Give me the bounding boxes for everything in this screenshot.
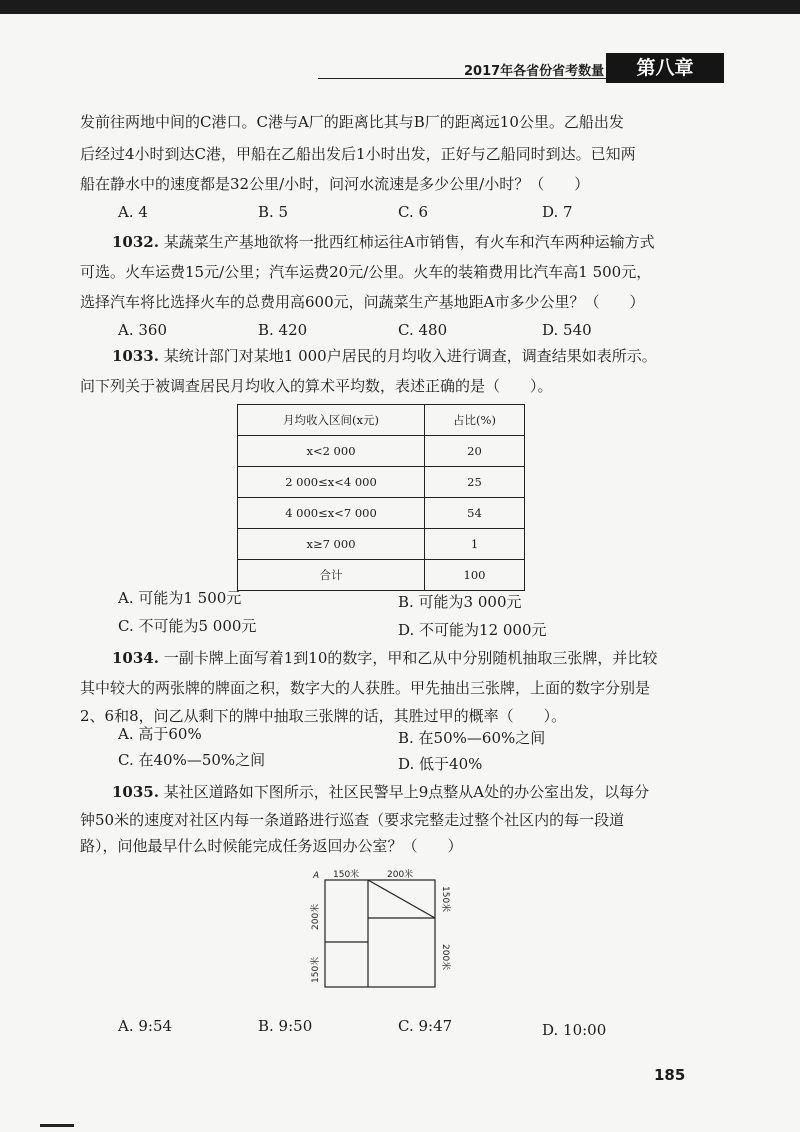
option-d: D. 7	[542, 203, 573, 221]
road-outer-boundary	[325, 880, 435, 987]
option-b: B. 5	[258, 203, 289, 221]
right-upper-length: 150米	[440, 886, 450, 913]
left-lower-length: 150米	[311, 956, 321, 983]
table-cell: 1	[425, 529, 525, 560]
question-number: 1035.	[112, 783, 159, 801]
point-a-label: A	[313, 871, 320, 881]
option-a: A. 4	[118, 203, 148, 221]
q1035-line: 钟50米的速度对社区内每一条道路进行巡查（要求完整走过整个社区内的每一段道	[80, 811, 625, 829]
road-diagram	[305, 868, 465, 1002]
option-d: D. 低于40%	[398, 755, 483, 773]
option-c: C. 480	[398, 321, 448, 339]
top-left-length: 150米	[333, 870, 360, 880]
table-cell: 100	[425, 560, 525, 591]
table-cell: x<2 000	[238, 436, 425, 467]
table-cell: x≥7 000	[238, 529, 425, 560]
header-title: 2017年各省份省考数量	[464, 64, 605, 79]
option-b: B. 420	[258, 321, 308, 339]
page-number: 185	[654, 1066, 686, 1084]
option-b: B. 在50%—60%之间	[398, 729, 546, 747]
q1033-line: 问下列关于被调查居民月均收入的算术平均数，表述正确的是（ ）。	[80, 377, 553, 395]
bottom-edge-mark	[40, 1124, 74, 1127]
table-row	[238, 529, 525, 560]
q1031-line: 发前往两地中间的C港口。C港与A厂的距离比其与B厂的距离远10公里。乙船出发	[80, 113, 624, 131]
q1032-line: 可选。火车运费15元/公里；汽车运费20元/公里。火车的装箱费用比汽车高1 500元，	[80, 263, 652, 281]
q1035-line: 某社区道路如下图所示，社区民警早上9点整从A处的办公室出发，以每分	[163, 783, 650, 801]
table-header-cell: 月均收入区间(x元)	[238, 405, 425, 436]
table-cell: 2 000≤x<4 000	[238, 467, 425, 498]
table-cell: 20	[425, 436, 525, 467]
top-right-length: 200米	[387, 870, 414, 880]
option-d: D. 540	[542, 321, 592, 339]
table-cell: 合计	[238, 560, 425, 591]
top-edge-bar	[0, 0, 800, 14]
q1034-line: 其中较大的两张牌的牌面之积，数字大的人获胜。甲先抽出三张牌，上面的数字分别是	[80, 679, 651, 697]
option-a: A. 360	[118, 321, 167, 339]
q1031-line: 船在静水中的速度都是32公里/小时，问河水流速是多少公里/小时？（ ）	[80, 175, 590, 193]
q1032-line: 某蔬菜生产基地欲将一批西红柿运往A市销售，有火车和汽车两种运输方式	[163, 233, 655, 251]
income-table	[237, 404, 525, 591]
option-c: C. 6	[398, 203, 429, 221]
right-lower-length: 200米	[440, 944, 450, 971]
option-b: B. 可能为3 000元	[398, 593, 522, 611]
page-header	[318, 52, 738, 86]
option-c: C. 在40%—50%之间	[118, 751, 266, 769]
table-cell: 54	[425, 498, 525, 529]
q1034-line: 2、6和8，问乙从剩下的牌中抽取三张牌的话，其胜过甲的概率（ ）。	[80, 707, 567, 725]
table-total-row	[238, 560, 525, 591]
option-c: C. 9:47	[398, 1017, 453, 1035]
option-d: D. 不可能为12 000元	[398, 621, 547, 639]
option-a: A. 可能为1 500元	[118, 589, 242, 607]
option-a: A. 9:54	[118, 1017, 173, 1035]
table-row	[238, 467, 525, 498]
question-number: 1034.	[112, 649, 159, 667]
option-c: C. 不可能为5 000元	[118, 617, 257, 635]
option-a: A. 高于60%	[118, 725, 202, 743]
road-diagonal	[368, 880, 435, 918]
table-header-row	[238, 405, 525, 436]
table-row	[238, 498, 525, 529]
table-header-cell: 占比(%)	[425, 405, 525, 436]
question-number: 1033.	[112, 347, 159, 365]
q1035-line: 路），问他最早什么时候能完成任务返回办公室？（ ）	[80, 837, 463, 855]
chapter-label: 第八章	[606, 53, 724, 83]
table-cell: 25	[425, 467, 525, 498]
q1034-line: 一副卡牌上面写着1到10的数字，甲和乙从中分别随机抽取三张牌，并比较	[163, 649, 658, 667]
q1033-line: 某统计部门对某地1 000户居民的月均收入进行调查，调查结果如表所示。	[163, 347, 657, 365]
table-row	[238, 436, 525, 467]
table-cell: 4 000≤x<7 000	[238, 498, 425, 529]
left-upper-length: 200米	[311, 903, 321, 930]
option-b: B. 9:50	[258, 1017, 313, 1035]
q1031-line: 后经过4小时到达C港，甲船在乙船出发后1小时出发，正好与乙船同时到达。已知两	[80, 145, 636, 163]
road-diagram-svg	[305, 868, 465, 998]
option-d: D. 10:00	[542, 1021, 607, 1039]
question-number: 1032.	[112, 233, 159, 251]
q1032-line: 选择汽车将比选择火车的总费用高600元，问蔬菜生产基地距A市多少公里？（ ）	[80, 293, 645, 311]
